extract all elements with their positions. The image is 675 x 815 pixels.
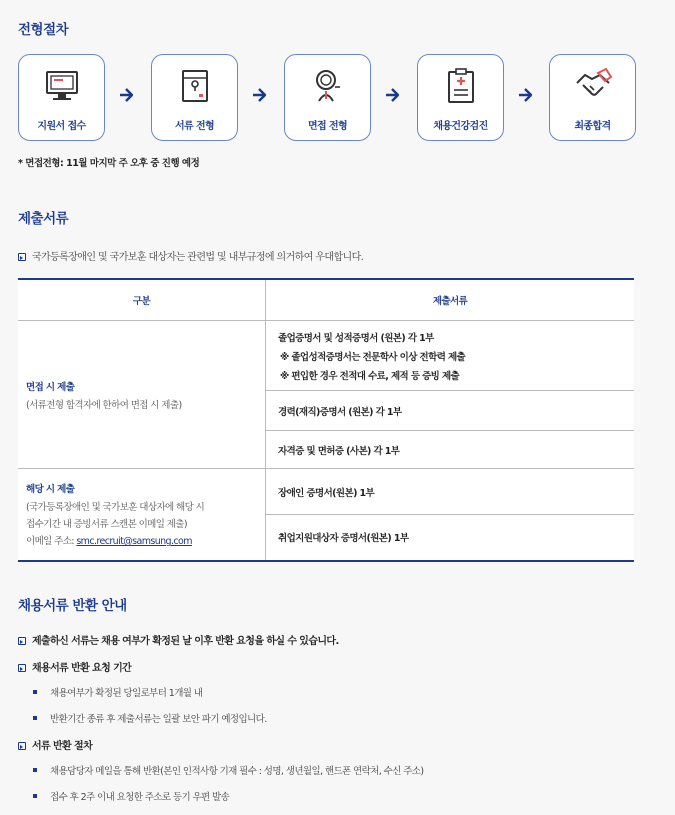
step-label: 서류 전형 <box>174 121 215 132</box>
table-row <box>18 469 634 515</box>
arrow-right-icon <box>119 87 133 103</box>
bullet-dot-icon <box>33 690 37 694</box>
step-label: 채용건강검진 <box>433 121 488 132</box>
computer-icon <box>41 65 83 107</box>
return-procedure-title <box>18 737 92 752</box>
handshake-icon <box>572 65 614 107</box>
return-intro-text: 제출하신 서류는 채용 여부가 확정된 날 이후 반환 요청을 하실 수 있습니다. <box>32 636 339 647</box>
doc-item: 장애인 증명서(원본) 1부 <box>266 469 635 515</box>
doc-item: 취업지원대상자 증명서(원본) 1부 <box>266 515 635 561</box>
step-application <box>18 54 105 141</box>
bullet-arrow-icon <box>18 664 26 672</box>
applicable-sub: 접수기간 내 증빙서류 스캔본 이메일 제출) <box>26 519 188 531</box>
bullet-arrow-icon <box>18 742 26 750</box>
arrow-right-icon <box>252 87 266 103</box>
list-item: 채용여부가 확정된 당일로부터 1개월 내 <box>50 688 203 699</box>
return-procedure-title-text: 서류 반환 절차 <box>32 741 93 752</box>
table-row <box>18 321 634 391</box>
step-label: 면접 전형 <box>307 121 348 132</box>
bullet-arrow-icon <box>18 253 26 261</box>
list-item: 반환기간 종류 후 제출서류는 일괄 보안 파기 예정입니다. <box>50 714 267 725</box>
step-health-check <box>417 54 504 141</box>
applicable-category-cell <box>18 469 266 561</box>
email-prefix: 이메일 주소: <box>26 536 77 548</box>
return-period-title-text: 채용서류 반환 요청 기간 <box>32 663 132 674</box>
doc-item: 경력(재직)증명서 (원본) 각 1부 <box>266 391 635 431</box>
doc-item: 졸업증명서 및 성적증명서 (원본) 각 1부 <box>278 332 434 344</box>
process-title: 전형절차 <box>18 22 69 38</box>
documents-intro <box>18 248 363 263</box>
applicable-sub: (국가등록장애인 및 국가보훈 대상자에 해당 시 <box>26 502 205 514</box>
return-intro <box>18 632 339 647</box>
document-folder-icon <box>174 65 216 107</box>
step-label: 최종합격 <box>574 121 611 132</box>
table-cell <box>266 321 635 391</box>
arrow-right-icon <box>385 87 399 103</box>
interview-person-icon <box>307 65 349 107</box>
medical-clipboard-icon <box>440 65 482 107</box>
list-item: 접수 후 2주 이내 요청한 주소로 등기 우편 발송 <box>50 792 230 803</box>
email-link[interactable]: smc.recruit@samsung.com <box>76 536 192 548</box>
documents-title: 제출서류 <box>18 211 69 227</box>
bullet-arrow-icon <box>18 637 26 645</box>
interview-category-cell <box>18 321 266 469</box>
step-label: 지원서 접수 <box>37 121 86 132</box>
doc-note: ※ 졸업성적증명서는 전문학사 이상 전학력 제출 <box>280 351 466 363</box>
applicable-label: 해당 시 제출 <box>26 484 75 496</box>
interview-label: 면접 시 제출 <box>26 381 75 393</box>
table-header-category: 구분 <box>18 279 266 321</box>
arrow-right-icon <box>518 87 532 103</box>
bullet-dot-icon <box>33 768 37 772</box>
step-final-pass <box>549 54 636 141</box>
documents-table <box>18 278 634 562</box>
step-document-screening <box>151 54 238 141</box>
interview-sub: (서류전형 합격자에 한하여 면접 시 제출) <box>26 399 182 411</box>
documents-intro-text: 국가등록장애인 및 국가보훈 대상자는 관련법 및 내부규정에 의거하여 우대합니다. <box>32 252 364 263</box>
return-period-title <box>18 659 131 674</box>
doc-note: ※ 편입한 경우 전적대 수료, 제적 등 증빙 제출 <box>280 370 460 382</box>
bullet-dot-icon <box>33 716 37 720</box>
return-title: 채용서류 반환 안내 <box>18 598 127 614</box>
list-item: 채용담당자 메일을 통해 반환(본인 인적사항 기재 필수 : 성명, 생년월일, 핸드폰 연락처, 수신 주소) <box>50 766 424 777</box>
bullet-dot-icon <box>33 794 37 798</box>
step-interview <box>284 54 371 141</box>
email-line <box>26 533 264 547</box>
table-header-documents: 제출서류 <box>266 279 635 321</box>
process-note: * 면접전형: 11월 마지막 주 오후 중 진행 예정 <box>18 158 200 169</box>
doc-item: 자격증 및 면허증 (사본) 각 1부 <box>266 431 635 469</box>
